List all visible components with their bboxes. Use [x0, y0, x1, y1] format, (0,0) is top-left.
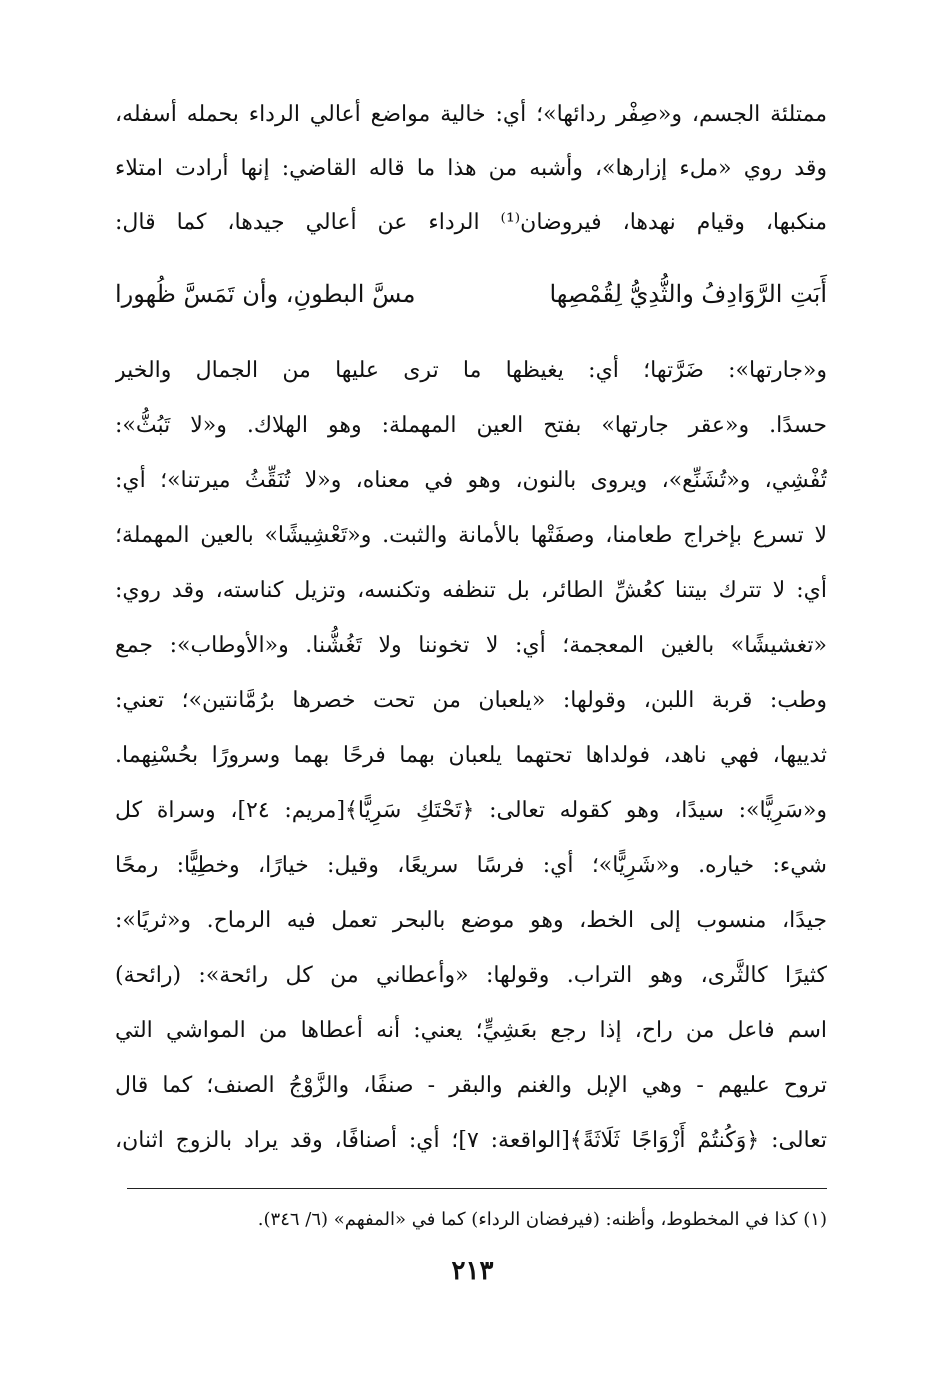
body-line-1: ممتلئة الجسم، و«صِفْر ردائها»؛ أي: خالية مواضع أعالي الرداء بحمله أسفله، — [115, 102, 827, 127]
body-line-5: حسدًا. و«عقر جارتها» بفتح العين المهملة: وهو الهلاك. و«لا تَبُثُّ»: — [115, 413, 827, 438]
body-line-14: جيدًا، منسوب إلى الخط، وهو موضع بالبحر تعمل فيه الرماح. و«ثريًا»: — [115, 908, 827, 933]
body-line-9: «تغشيشًا» بالغين المعجمة؛ أي: لا تخوننا ولا تَغُشُّنا. و«الأوطاب»: جمع — [115, 633, 827, 658]
body-line-13: شيء: خياره. و«شَرِيًّا»؛ أي: فرسًا سريعًا، وقيل: خيارًا، وخطِيًّا: رمحًا — [115, 853, 827, 878]
body-line-17: تروح عليهم - وهي الإبل والغنم والبقر - صنفًا، والزَّوْجُ الصنف؛ كما قال — [115, 1073, 827, 1098]
footnote-1: (١) كذا في المخطوط، وأظنه: (فيرفضان الرداء) كما في «المفهم» (٦/ ٣٤٦). — [257, 1209, 827, 1230]
body-line-15: كثيرًا كالثَّرى، وهو التراب. وقولها: «وأعطاني من كل رائحة»: (رائحة) — [115, 963, 827, 988]
body-line-11: ثدييها، فهي ناهد، فولداها تحتهما يلعبان بهما فرحًا بهما وسرورًا بحُسْنِهما. — [115, 743, 827, 768]
body-line-2: وقد روي «ملء إزارها»، وأشبه من هذا ما قاله القاضي: إنها أرادت امتلاء — [115, 156, 827, 181]
page-number: ٢١٣ — [451, 1256, 494, 1286]
poetry-verse — [115, 268, 827, 320]
verse-first-hemistich: أَبَتِ الرَّوَادِفُ والثُّدِيُّ لِقُمْصِها — [549, 280, 827, 308]
body-line-16: اسم فاعل من راح، إذا رجع بعَشِيٍّ؛ يعني: أنه أعطاها من المواشي التي — [115, 1018, 827, 1043]
body-line-12: و«سَرِيًّا»: سيدًا، وهو كقوله تعالى: ﴿تَحْتَكِ سَرِيًّا﴾[مريم: ٢٤]، وسراة كل — [115, 798, 827, 823]
body-line-18: تعالى: ﴿وَكُنتُمْ أَزْوَاجًا ثَلَاثَةً﴾[الواقعة: ٧]؛ أي: أصنافًا، وقد يراد بالزوج اثنان، — [115, 1128, 827, 1153]
body-line-6: تُفْشِي، و«تُشَنِّع»، ويروى بالنون، وهو في معناه، و«لا تُنَقِّثُ ميرتنا»؛ أي: — [115, 468, 827, 493]
verse-second-hemistich: مسَّ البطونِ، وأن تَمَسَّ ظُهورا — [115, 280, 416, 308]
body-line-3: منكبها، وقيام نهدها، فيروضان⁽¹⁾ الرداء عن أعالي جيدها، كما قال: — [115, 210, 827, 235]
body-line-10: وطب: قربة اللبن، وقولها: «يلعبان من تحت خصرها برُمَّانتين»؛ تعني: — [115, 688, 827, 713]
body-line-8: أي: لا تترك بيتنا كعُشِّ الطائر، بل تنظفه وتكنسه، وتزيل كناسته، وقد روي: — [115, 578, 827, 603]
footnote-divider — [127, 1188, 827, 1189]
body-line-7: لا تسرع بإخراج طعامنا، وصفَتْها بالأمانة والثبت. و«تَعْشِيشًا» بالعين المهملة؛ — [115, 523, 827, 548]
body-line-4: و«جارتها»: ضَرَّتها؛ أي: يغيظها ما ترى عليها من الجمال والخير — [115, 358, 827, 383]
